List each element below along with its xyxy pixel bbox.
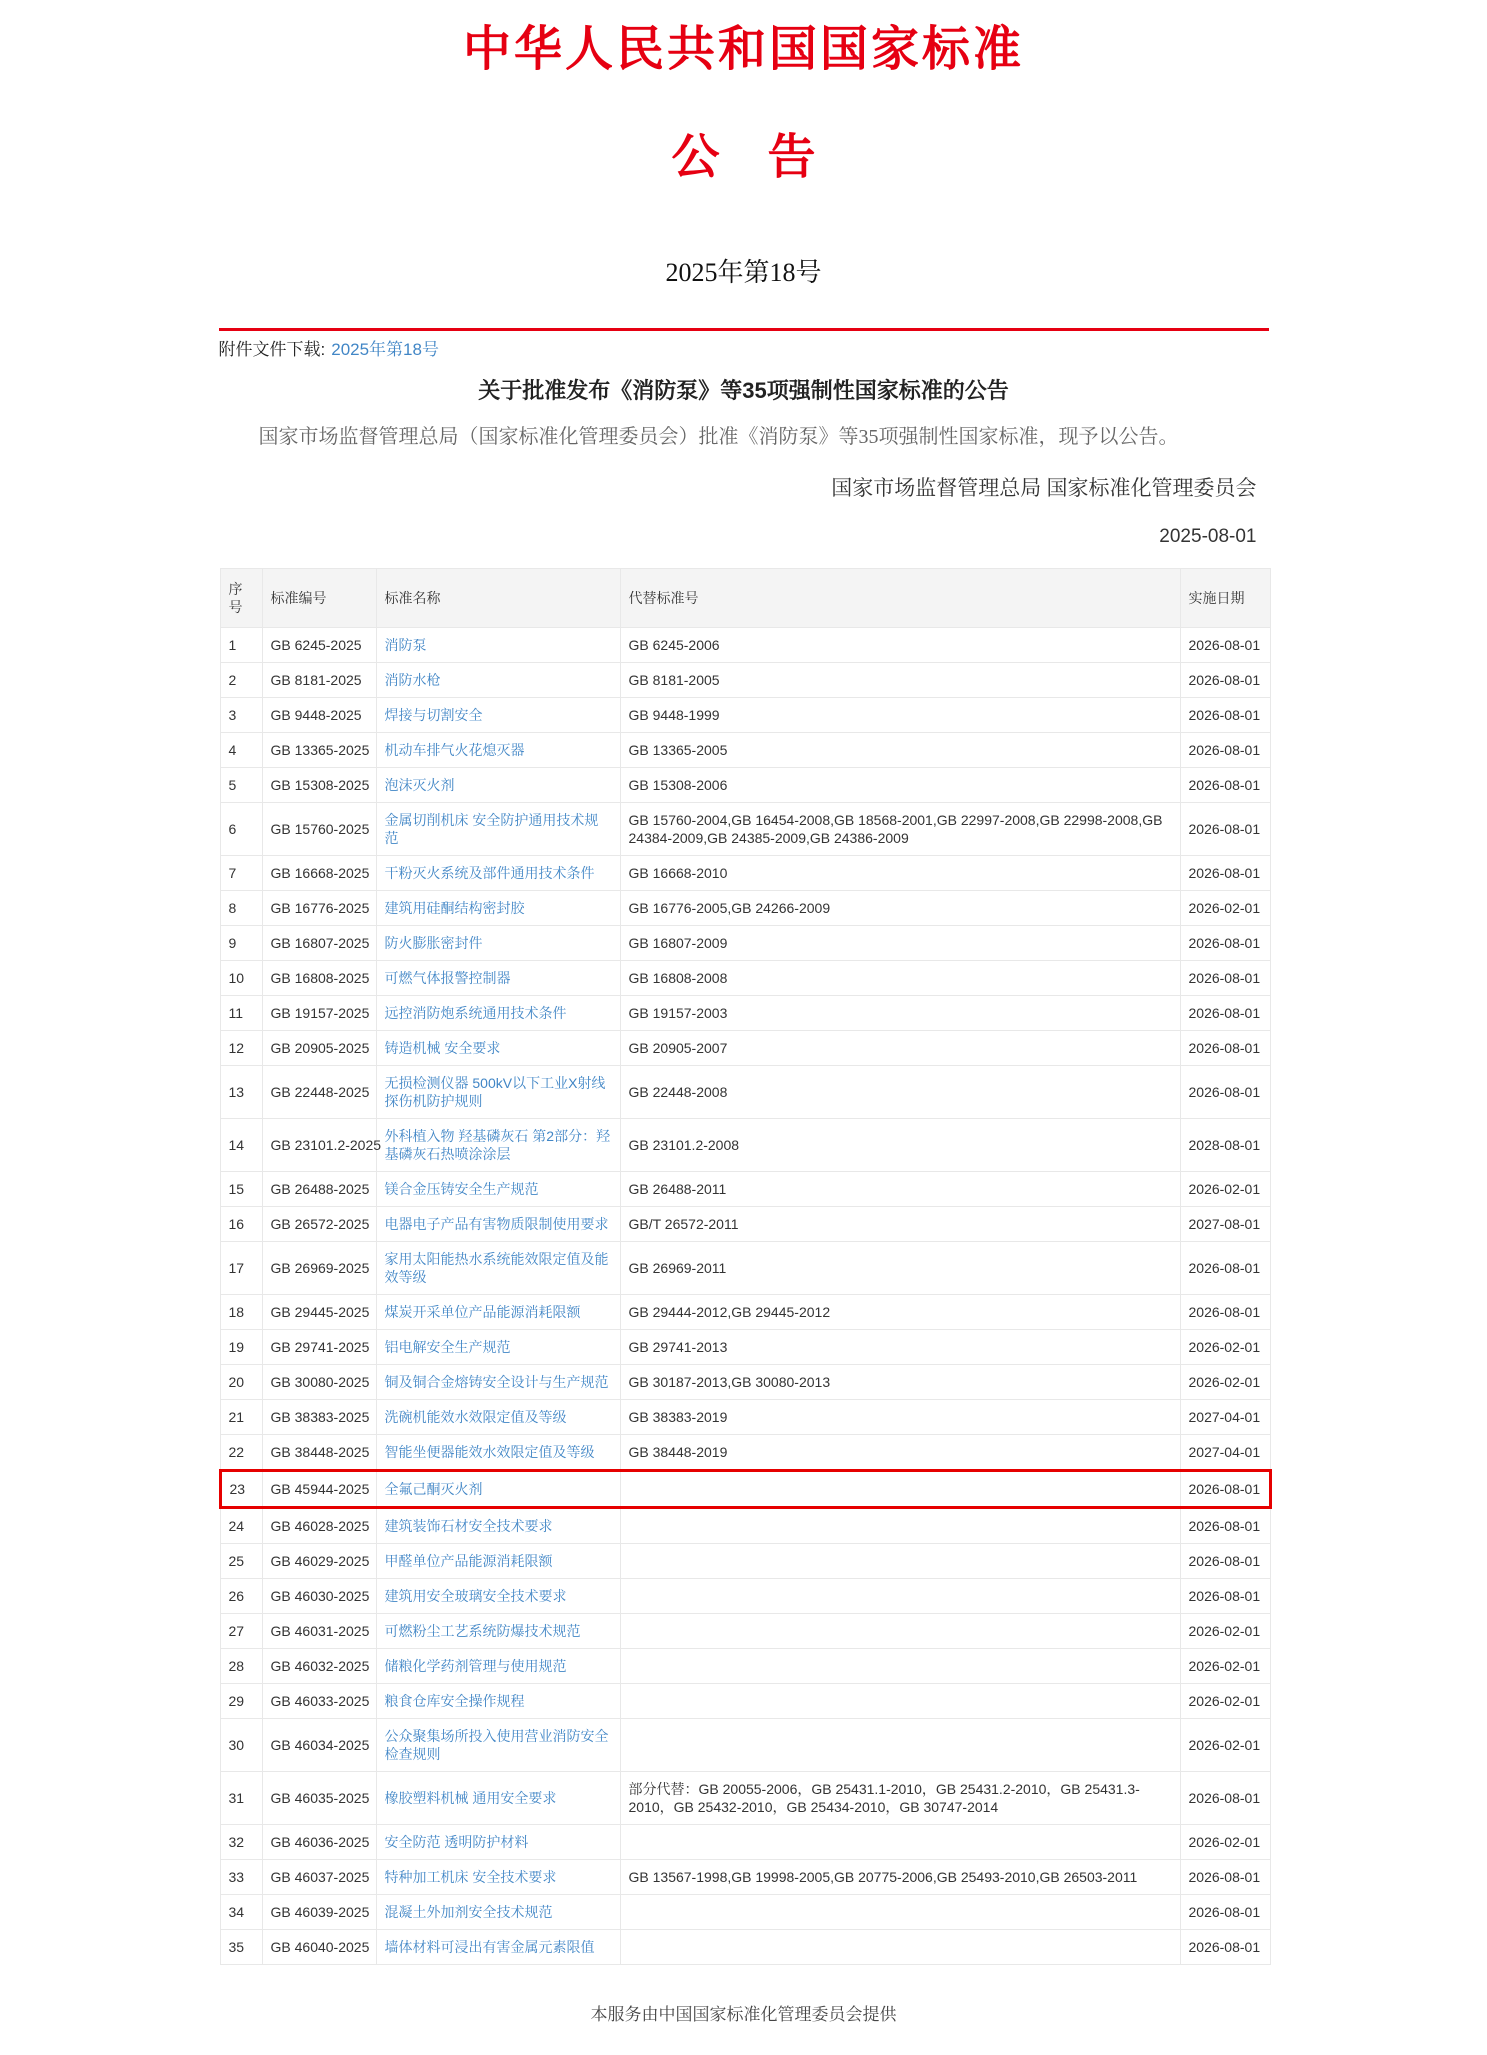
cell-date: 2026-02-01 [1180, 1649, 1270, 1684]
table-row [220, 1242, 1270, 1295]
table-row [220, 768, 1270, 803]
standard-name-link[interactable]: 家用太阳能热水系统能效限定值及能效等级 [384, 1251, 609, 1285]
cell-code: GB 46031-2025 [262, 1614, 376, 1649]
cell-date: 2027-04-01 [1180, 1400, 1270, 1435]
cell-name [376, 1119, 620, 1172]
table-row [220, 1172, 1270, 1207]
issue-number: 2025年第18号 [665, 258, 822, 287]
standard-name-link[interactable]: 机动车排气火花熄灭器 [384, 742, 525, 758]
cell-name [376, 1825, 620, 1860]
announcement-title: 关于批准发布《消防泵》等35项强制性国家标准的公告 [478, 378, 1009, 403]
standard-name-link[interactable]: 电器电子产品有害物质限制使用要求 [384, 1216, 609, 1232]
col-header-name: 标准名称 [376, 569, 620, 628]
cell-seq: 16 [220, 1207, 262, 1242]
standard-name-link[interactable]: 建筑用硅酮结构密封胶 [384, 900, 525, 916]
table-row [220, 1119, 1270, 1172]
cell-seq: 18 [220, 1295, 262, 1330]
standard-name-link[interactable]: 无损检测仪器 500kV以下工业X射线探伤机防护规则 [384, 1075, 606, 1109]
cell-code: GB 13365-2025 [262, 733, 376, 768]
cell-seq: 4 [220, 733, 262, 768]
cell-seq: 10 [220, 961, 262, 996]
cell-code: GB 29741-2025 [262, 1330, 376, 1365]
standard-name-link[interactable]: 可燃气体报警控制器 [384, 970, 511, 986]
cell-date: 2026-08-01 [1180, 663, 1270, 698]
table-row [220, 1295, 1270, 1330]
cell-seq: 1 [220, 628, 262, 663]
cell-name [376, 1895, 620, 1930]
col-header-date: 实施日期 [1180, 569, 1270, 628]
cell-name [376, 768, 620, 803]
standard-name-link[interactable]: 公众聚集场所投入使用营业消防安全检查规则 [384, 1728, 609, 1762]
cell-code: GB 26488-2025 [262, 1172, 376, 1207]
standard-name-link[interactable]: 洗碗机能效水效限定值及等级 [384, 1409, 567, 1425]
standard-name-link[interactable]: 建筑装饰石材安全技术要求 [384, 1518, 553, 1534]
col-header-replaced: 代替标准号 [620, 569, 1180, 628]
cell-date: 2026-02-01 [1180, 1684, 1270, 1719]
cell-name [376, 926, 620, 961]
standard-name-link[interactable]: 干粉灭火系统及部件通用技术条件 [384, 865, 595, 881]
cell-date: 2026-08-01 [1180, 803, 1270, 856]
standard-name-link[interactable]: 防火膨胀密封件 [384, 935, 483, 951]
standard-name-link[interactable]: 墙体材料可浸出有害金属元素限值 [384, 1939, 595, 1955]
cell-code: GB 22448-2025 [262, 1066, 376, 1119]
table-row [220, 1066, 1270, 1119]
cell-seq: 26 [220, 1579, 262, 1614]
table-row [220, 1614, 1270, 1649]
standard-name-link[interactable]: 煤炭开采单位产品能源消耗限额 [384, 1304, 581, 1320]
table-row [220, 1579, 1270, 1614]
table-row [220, 926, 1270, 961]
footer-text: 本服务由中国国家标准化管理委员会提供 [590, 2005, 897, 2024]
cell-replaced: GB 38383-2019 [620, 1400, 1180, 1435]
cell-date: 2027-08-01 [1180, 1207, 1270, 1242]
cell-code: GB 15760-2025 [262, 803, 376, 856]
cell-name [376, 1435, 620, 1471]
cell-date: 2026-02-01 [1180, 1825, 1270, 1860]
cell-code: GB 46039-2025 [262, 1895, 376, 1930]
cell-code: GB 23101.2-2025 [262, 1119, 376, 1172]
standard-name-link[interactable]: 全氟己酮灭火剂 [384, 1481, 483, 1497]
cell-date: 2026-02-01 [1180, 1330, 1270, 1365]
table-row [220, 1860, 1270, 1895]
cell-date: 2026-08-01 [1180, 1895, 1270, 1930]
cell-name [376, 663, 620, 698]
standard-name-link[interactable]: 铜及铜合金熔铸安全设计与生产规范 [384, 1374, 609, 1390]
cell-name [376, 1295, 620, 1330]
cell-replaced: GB/T 26572-2011 [620, 1207, 1180, 1242]
cell-name [376, 628, 620, 663]
cell-seq: 28 [220, 1649, 262, 1684]
cell-code: GB 46028-2025 [262, 1508, 376, 1544]
cell-date: 2026-08-01 [1180, 1066, 1270, 1119]
table-row [220, 1435, 1270, 1471]
cell-replaced [620, 1719, 1180, 1772]
standard-name-link[interactable]: 铝电解安全生产规范 [384, 1339, 511, 1355]
cell-name [376, 1172, 620, 1207]
cell-seq: 3 [220, 698, 262, 733]
cell-name [376, 856, 620, 891]
cell-code: GB 29445-2025 [262, 1295, 376, 1330]
standard-name-link[interactable]: 智能坐便器能效水效限定值及等级 [384, 1444, 595, 1460]
table-row [220, 1031, 1270, 1066]
standard-name-link[interactable]: 安全防范 透明防护材料 [384, 1834, 529, 1850]
table-row [220, 663, 1270, 698]
cell-name [376, 891, 620, 926]
standard-name-link[interactable]: 铸造机械 安全要求 [384, 1040, 501, 1056]
standard-name-link[interactable]: 金属切削机床 安全防护通用技术规范 [384, 812, 599, 846]
cell-date: 2026-08-01 [1180, 856, 1270, 891]
table-row [220, 1365, 1270, 1400]
cell-code: GB 46035-2025 [262, 1772, 376, 1825]
cell-seq: 29 [220, 1684, 262, 1719]
cell-name [376, 1207, 620, 1242]
cell-seq: 21 [220, 1400, 262, 1435]
cell-name [376, 1066, 620, 1119]
cell-date: 2026-08-01 [1180, 961, 1270, 996]
cell-date: 2026-08-01 [1180, 1031, 1270, 1066]
cell-replaced [620, 1544, 1180, 1579]
cell-replaced: GB 13365-2005 [620, 733, 1180, 768]
cell-code: GB 6245-2025 [262, 628, 376, 663]
cell-seq: 35 [220, 1930, 262, 1965]
cell-code: GB 30080-2025 [262, 1365, 376, 1400]
cell-replaced: GB 29741-2013 [620, 1330, 1180, 1365]
cell-seq: 15 [220, 1172, 262, 1207]
cell-seq: 33 [220, 1860, 262, 1895]
standard-name-link[interactable]: 消防水枪 [384, 672, 441, 688]
cell-seq: 22 [220, 1435, 262, 1471]
cell-seq: 6 [220, 803, 262, 856]
cell-date: 2026-08-01 [1180, 1295, 1270, 1330]
attachment-label: 附件文件下载: [218, 340, 326, 359]
cell-name [376, 1330, 620, 1365]
cell-code: GB 46030-2025 [262, 1579, 376, 1614]
cell-date: 2026-08-01 [1180, 733, 1270, 768]
cell-code: GB 20905-2025 [262, 1031, 376, 1066]
table-row-highlighted [220, 1471, 1270, 1508]
standard-name-link[interactable]: 焊接与切割安全 [384, 707, 483, 723]
cell-code: GB 38383-2025 [262, 1400, 376, 1435]
cell-seq: 30 [220, 1719, 262, 1772]
standard-name-link[interactable]: 粮食仓库安全操作规程 [384, 1693, 525, 1709]
cell-code: GB 46033-2025 [262, 1684, 376, 1719]
cell-replaced [620, 1508, 1180, 1544]
cell-code: GB 9448-2025 [262, 698, 376, 733]
cell-code: GB 38448-2025 [262, 1435, 376, 1471]
standard-name-link[interactable]: 泡沫灭火剂 [384, 777, 455, 793]
table-row [220, 996, 1270, 1031]
cell-replaced: GB 20905-2007 [620, 1031, 1180, 1066]
cell-name [376, 1471, 620, 1508]
table-row [220, 961, 1270, 996]
cell-replaced [620, 1471, 1180, 1508]
cell-replaced: GB 38448-2019 [620, 1435, 1180, 1471]
cell-name [376, 1365, 620, 1400]
cell-replaced [620, 1579, 1180, 1614]
cell-seq: 25 [220, 1544, 262, 1579]
cell-code: GB 19157-2025 [262, 996, 376, 1031]
cell-date: 2026-08-01 [1180, 628, 1270, 663]
table-row [220, 733, 1270, 768]
standard-name-link[interactable]: 橡胶塑料机械 通用安全要求 [384, 1790, 557, 1806]
cell-date: 2026-08-01 [1180, 1930, 1270, 1965]
cell-code: GB 46040-2025 [262, 1930, 376, 1965]
table-row [220, 1684, 1270, 1719]
cell-seq: 20 [220, 1365, 262, 1400]
publication-date: 2025-08-01 [1159, 526, 1257, 547]
cell-seq: 9 [220, 926, 262, 961]
col-header-seq: 序号 [220, 569, 262, 628]
cell-name [376, 1684, 620, 1719]
cell-date: 2026-08-01 [1180, 1471, 1270, 1508]
table-row [220, 1508, 1270, 1544]
cell-date: 2026-08-01 [1180, 1544, 1270, 1579]
col-header-code: 标准编号 [262, 569, 376, 628]
cell-replaced [620, 1825, 1180, 1860]
cell-replaced: GB 26488-2011 [620, 1172, 1180, 1207]
sub-title: 公 告 [671, 131, 816, 184]
footer [0, 1989, 1487, 2055]
cell-date: 2026-08-01 [1180, 1579, 1270, 1614]
cell-date: 2026-02-01 [1180, 891, 1270, 926]
cell-name [376, 1579, 620, 1614]
cell-code: GB 46029-2025 [262, 1544, 376, 1579]
cell-date: 2026-08-01 [1180, 698, 1270, 733]
standard-name-link[interactable]: 建筑用安全玻璃安全技术要求 [384, 1588, 567, 1604]
main-title: 中华人民共和国国家标准 [462, 23, 1024, 76]
cell-code: GB 46037-2025 [262, 1860, 376, 1895]
cell-replaced: GB 6245-2006 [620, 628, 1180, 663]
cell-name [376, 1772, 620, 1825]
table-row [220, 1400, 1270, 1435]
standard-name-link[interactable]: 储粮化学药剂管理与使用规范 [384, 1658, 567, 1674]
cell-date: 2027-04-01 [1180, 1435, 1270, 1471]
cell-replaced: GB 15308-2006 [620, 768, 1180, 803]
cell-name [376, 1860, 620, 1895]
cell-name [376, 1031, 620, 1066]
cell-replaced: GB 13567-1998,GB 19998-2005,GB 20775-2006,GB 25493-2010,GB 26503-2011 [620, 1860, 1180, 1895]
cell-seq: 27 [220, 1614, 262, 1649]
cell-date: 2026-08-01 [1180, 1508, 1270, 1544]
attachment-link[interactable]: 2025年第18号 [331, 340, 439, 359]
cell-replaced: GB 9448-1999 [620, 698, 1180, 733]
cell-date: 2026-08-01 [1180, 926, 1270, 961]
document-header [0, 22, 1487, 290]
cell-name [376, 996, 620, 1031]
cell-replaced: 部分代替：GB 20055-2006，GB 25431.1-2010，GB 25431.2-2010，GB 25431.3-2010，GB 25432-2010，GB 25434-2010，GB 30747-2014 [620, 1772, 1180, 1825]
cell-date: 2026-08-01 [1180, 768, 1270, 803]
cell-seq: 32 [220, 1825, 262, 1860]
cell-seq: 8 [220, 891, 262, 926]
table-row [220, 1330, 1270, 1365]
cell-code: GB 8181-2025 [262, 663, 376, 698]
cell-name [376, 961, 620, 996]
cell-seq: 11 [220, 996, 262, 1031]
standards-table [219, 568, 1272, 1965]
cell-seq: 17 [220, 1242, 262, 1295]
table-row [220, 1207, 1270, 1242]
cell-date: 2026-08-01 [1180, 1772, 1270, 1825]
cell-code: GB 26969-2025 [262, 1242, 376, 1295]
cell-seq: 31 [220, 1772, 262, 1825]
cell-replaced: GB 16808-2008 [620, 961, 1180, 996]
cell-replaced [620, 1930, 1180, 1965]
cell-seq: 2 [220, 663, 262, 698]
content-area [219, 328, 1269, 1965]
cell-seq: 34 [220, 1895, 262, 1930]
table-row [220, 1895, 1270, 1930]
standard-name-link[interactable]: 镁合金压铸安全生产规范 [384, 1181, 539, 1197]
cell-name [376, 1544, 620, 1579]
cell-replaced: GB 16776-2005,GB 24266-2009 [620, 891, 1180, 926]
cell-date: 2026-02-01 [1180, 1172, 1270, 1207]
cell-replaced: GB 19157-2003 [620, 996, 1180, 1031]
table-row [220, 1772, 1270, 1825]
cell-name [376, 1508, 620, 1544]
standard-name-link[interactable]: 消防泵 [384, 637, 427, 653]
table-row [220, 891, 1270, 926]
standards-table-body [220, 628, 1270, 1965]
cell-seq: 12 [220, 1031, 262, 1066]
cell-replaced: GB 16668-2010 [620, 856, 1180, 891]
cell-date: 2026-08-01 [1180, 996, 1270, 1031]
cell-replaced [620, 1614, 1180, 1649]
cell-date: 2028-08-01 [1180, 1119, 1270, 1172]
cell-code: GB 15308-2025 [262, 768, 376, 803]
cell-code: GB 16668-2025 [262, 856, 376, 891]
cell-name [376, 803, 620, 856]
standard-name-link[interactable]: 可燃粉尘工艺系统防爆技术规范 [384, 1623, 581, 1639]
cell-code: GB 46036-2025 [262, 1825, 376, 1860]
cell-code: GB 46034-2025 [262, 1719, 376, 1772]
cell-replaced: GB 8181-2005 [620, 663, 1180, 698]
cell-date: 2026-02-01 [1180, 1365, 1270, 1400]
cell-replaced: GB 15760-2004,GB 16454-2008,GB 18568-2001,GB 22997-2008,GB 22998-2008,GB 24384-2009,GB 24385-2009,GB 24386-2009 [620, 803, 1180, 856]
table-row [220, 1825, 1270, 1860]
cell-replaced [620, 1895, 1180, 1930]
cell-name [376, 698, 620, 733]
standards-table-header [220, 569, 1270, 628]
cell-name [376, 733, 620, 768]
table-row [220, 698, 1270, 733]
cell-name [376, 1719, 620, 1772]
cell-seq: 14 [220, 1119, 262, 1172]
cell-name [376, 1614, 620, 1649]
cell-code: GB 16807-2025 [262, 926, 376, 961]
cell-replaced [620, 1649, 1180, 1684]
standard-name-link[interactable]: 远控消防炮系统通用技术条件 [384, 1005, 567, 1021]
cell-replaced: GB 23101.2-2008 [620, 1119, 1180, 1172]
standard-name-link[interactable]: 外科植入物 羟基磷灰石 第2部分：羟基磷灰石热喷涂涂层 [384, 1128, 611, 1162]
table-row [220, 1649, 1270, 1684]
cell-seq: 5 [220, 768, 262, 803]
cell-replaced: GB 22448-2008 [620, 1066, 1180, 1119]
cell-name [376, 1242, 620, 1295]
cell-replaced: GB 16807-2009 [620, 926, 1180, 961]
cell-date: 2026-08-01 [1180, 1860, 1270, 1895]
cell-date: 2026-02-01 [1180, 1719, 1270, 1772]
cell-replaced [620, 1684, 1180, 1719]
cell-seq: 13 [220, 1066, 262, 1119]
table-row [220, 1930, 1270, 1965]
cell-seq: 23 [220, 1471, 262, 1508]
cell-seq: 19 [220, 1330, 262, 1365]
cell-replaced: GB 30187-2013,GB 30080-2013 [620, 1365, 1180, 1400]
standard-name-link[interactable]: 特种加工机床 安全技术要求 [384, 1869, 557, 1885]
cell-seq: 24 [220, 1508, 262, 1544]
cell-code: GB 46032-2025 [262, 1649, 376, 1684]
table-row [220, 856, 1270, 891]
cell-code: GB 45944-2025 [262, 1471, 376, 1508]
table-row [220, 1544, 1270, 1579]
cell-code: GB 26572-2025 [262, 1207, 376, 1242]
attachment-row [219, 331, 1269, 362]
cell-replaced: GB 26969-2011 [620, 1242, 1180, 1295]
cell-seq: 7 [220, 856, 262, 891]
signature-line: 国家市场监督管理总局 国家标准化管理委员会 [831, 476, 1257, 500]
cell-name [376, 1930, 620, 1965]
cell-name [376, 1649, 620, 1684]
cell-code: GB 16808-2025 [262, 961, 376, 996]
table-row [220, 803, 1270, 856]
cell-date: 2026-08-01 [1180, 1242, 1270, 1295]
cell-date: 2026-02-01 [1180, 1614, 1270, 1649]
cell-name [376, 1400, 620, 1435]
table-row [220, 628, 1270, 663]
cell-code: GB 16776-2025 [262, 891, 376, 926]
standard-name-link[interactable]: 混凝土外加剂安全技术规范 [384, 1904, 553, 1920]
cell-replaced: GB 29444-2012,GB 29445-2012 [620, 1295, 1180, 1330]
announcement-body: 国家市场监督管理总局（国家标准化管理委员会）批准《消防泵》等35项强制性国家标准，现予以公告。 [258, 426, 1179, 448]
table-row [220, 1719, 1270, 1772]
standard-name-link[interactable]: 甲醛单位产品能源消耗限额 [384, 1553, 553, 1569]
